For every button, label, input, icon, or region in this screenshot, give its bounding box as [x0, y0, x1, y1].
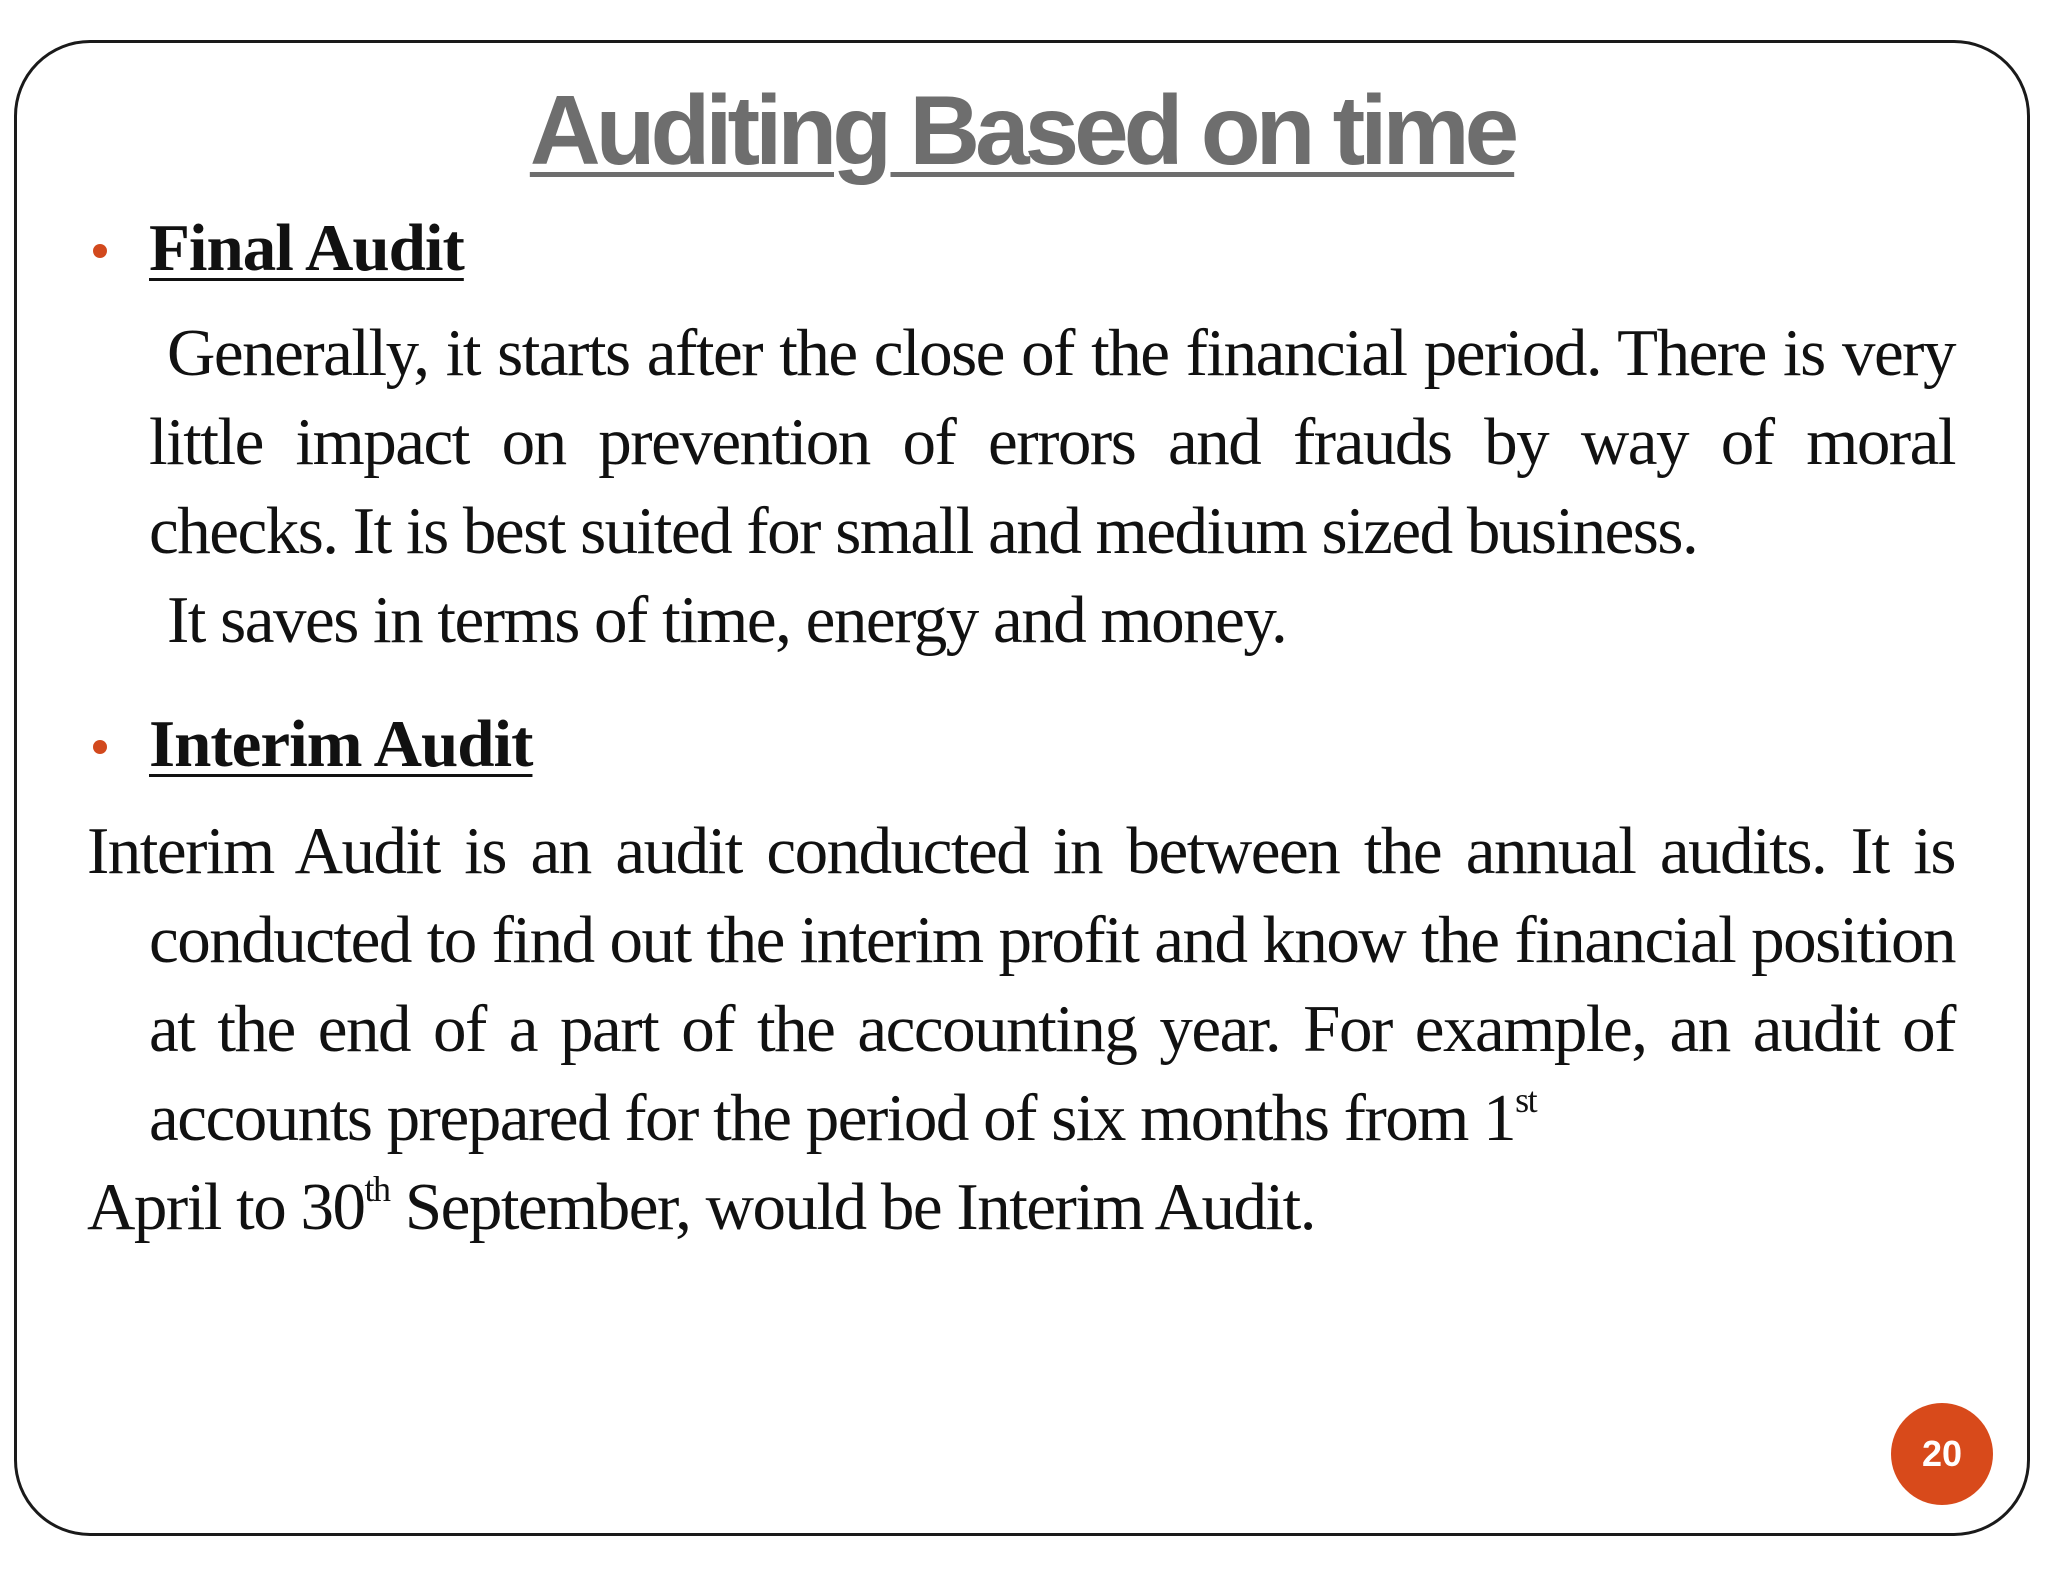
final-audit-body-last: It saves in terms of time, energy and money.: [167, 583, 1287, 657]
bullet-interim-audit: [77, 699, 1955, 789]
final-audit-heading: Final Audit: [149, 210, 464, 285]
interim-audit-paragraph: [87, 807, 1955, 1252]
interim-audit-tail: September, would be Interim Audit.: [389, 1170, 1316, 1244]
slide-content: [77, 203, 1955, 1252]
interim-audit-heading: Interim Audit: [149, 706, 533, 781]
final-audit-paragraph: [149, 309, 1955, 665]
interim-audit-mid: April to 30: [87, 1170, 365, 1244]
final-audit-body: Generally, it starts after the close of the financial period. There is very little impact on prevention of errors and frauds by way of moral checks. It is best suited for small and medium sized business.: [149, 316, 1955, 568]
interim-audit-last-line: [87, 1163, 1955, 1252]
superscript-th: th: [364, 1169, 390, 1209]
slide-frame: [14, 40, 2030, 1536]
bullet-dot-icon: [93, 740, 107, 754]
page-number-badge: 20: [1891, 1403, 1993, 1505]
bullet-final-audit: [77, 203, 1955, 293]
interim-audit-body: Interim Audit is an audit conducted in between the annual audits. It is conducted to find out the interim profit and know the financial position at the end of a part of the accounting year. For example, an audit of accounts prepared for the period of six months from 1: [87, 814, 1955, 1155]
slide-title: Auditing Based on time: [529, 75, 1515, 185]
superscript-st: st: [1515, 1080, 1537, 1120]
bullet-dot-icon: [93, 244, 107, 258]
